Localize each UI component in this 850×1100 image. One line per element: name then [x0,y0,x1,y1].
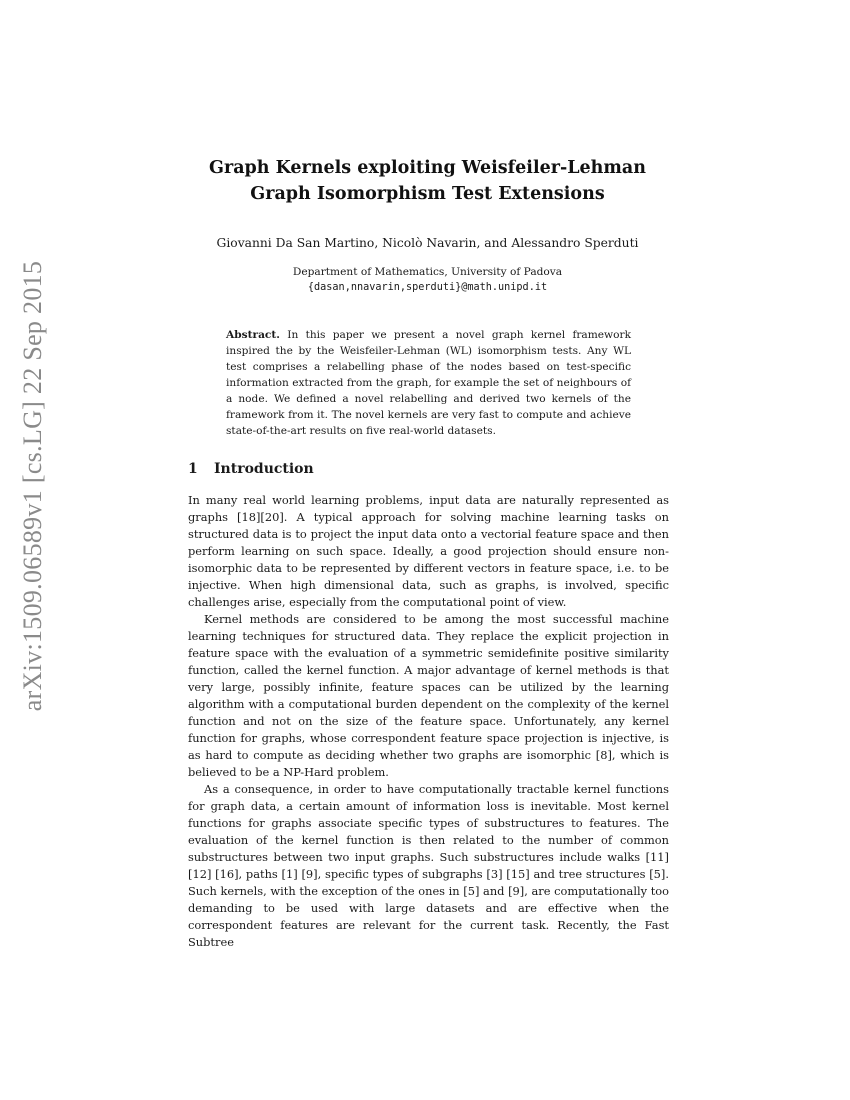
introduction-body [188,492,669,951]
title-line-1: Graph Kernels exploiting Weisfeiler-Lehman [209,158,646,178]
arxiv-identifier-text: arXiv:1509.06589v1 [cs.LG] 22 Sep 2015 [18,260,47,712]
body-paragraph: Kernel methods are considered to be among the most successful machine learning techniques for structured data. They replace the explicit projection in feature space with the evaluation of a symmetric semidefinite positive similarity function, called the kernel function. A major advantage of kernel methods is that very large, possibly infinite, feature spaces can be utilized by the learning algorithm with a computational burden dependent on the complexity of the kernel function and not on the size of the feature space. Unfortunately, any kernel function for graphs, whose correspondent feature space projection is injective, is as hard to compute as deciding whether two graphs are isomorphic [8], which is believed to be a NP-Hard problem. [188,612,669,779]
affiliation-block [180,264,675,296]
title-line-2: Graph Isomorphism Test Extensions [250,184,605,204]
abstract-label: Abstract. [226,329,280,341]
section-number: 1 [188,461,198,477]
abstract [226,327,631,439]
author-list: Giovanni Da San Martino, Nicolò Navarin, and Alessandro Sperduti [216,236,639,250]
section-heading [188,459,314,479]
section-title: Introduction [214,461,314,477]
body-paragraph: In many real world learning problems, input data are naturally represented as graphs [18][20]. A typical approach for solving machine learning tasks on structured data is to project the input data onto a vectorial feature space and then perform learning on such space. Ideally, a good projection should ensure non-isomorphic data to be represented by different vectors in feature space, i.e. to be injective. When high dimensional data, such as graphs, is involved, specific challenges arise, especially from the computational point of view. [188,493,669,609]
paper-title [180,155,675,207]
author-emails: {dasan,nnavarin,sperduti}@math.unipd.it [307,282,548,293]
abstract-text: In this paper we present a novel graph kernel framework inspired the by the Weisfeiler-Lehman (WL) isomorphism tests. Any WL test comprises a relabelling phase of the nodes based on test-specific information extracted from the graph, for example the set of neighbours of a node. We defined a novel relabelling and derived two kernels of the framework from it. The novel kernels are very fast to compute and achieve state-of-the-art results on five real-world datasets. [226,329,631,437]
body-paragraph: As a consequence, in order to have computationally tractable kernel functions for graph data, a certain amount of information loss is inevitable. Most kernel functions for graphs associate specific types of substructures to features. The evaluation of the kernel function is then related to the number of common substructures between two input graphs. Such substructures include walks [11] [12] [16], paths [1] [9], specific types of subgraphs [3] [15] and tree structures [5]. Such kernels, with the exception of the ones in [5] and [9], are computationally too demanding to be used with large datasets and are effective when the correspondent features are relevant for the current task. Recently, the Fast Subtree [188,782,669,949]
arxiv-identifier-stamp [15,260,51,712]
affiliation: Department of Mathematics, University of Padova [292,266,563,278]
